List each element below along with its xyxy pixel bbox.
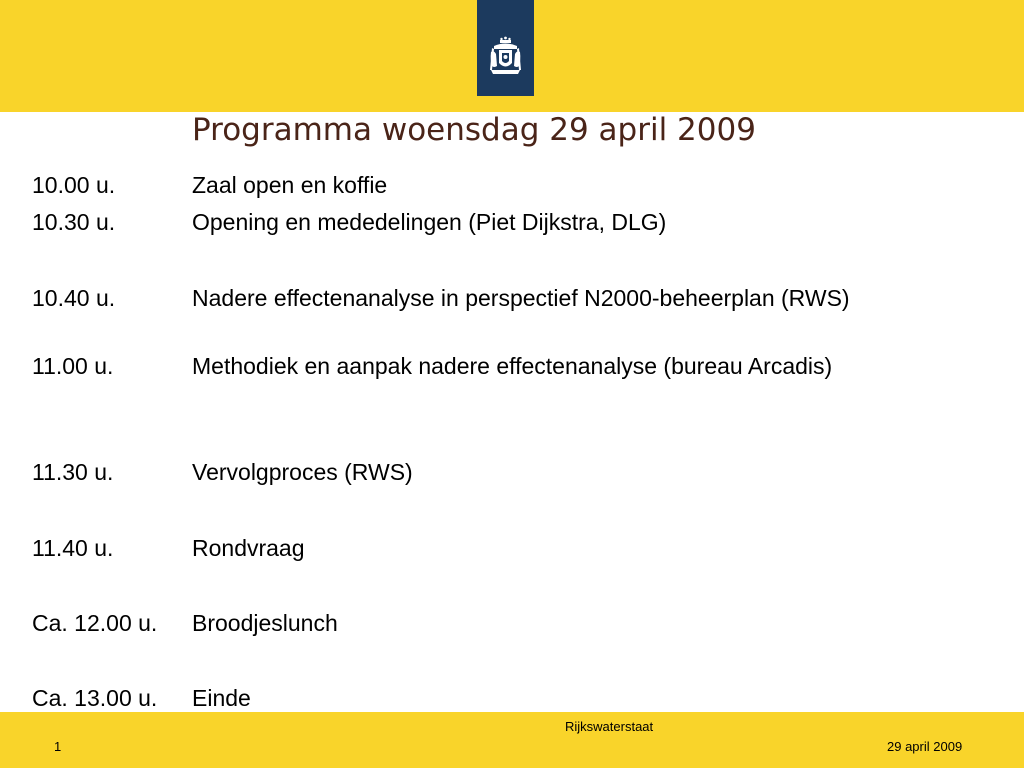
agenda-time: 10.30 u. [32,209,116,235]
slide-title: Programma woensdag 29 april 2009 [192,112,756,148]
agenda-time: 11.00 u. [32,353,114,379]
agenda-description: Vervolgproces (RWS) [192,459,413,485]
agenda-description: Einde [192,685,251,711]
agenda-description: Zaal open en koffie [192,172,388,198]
agenda-time: 10.40 u. [32,285,116,311]
page-number: 1 [54,739,62,754]
agenda-time: 10.00 u. [32,172,116,198]
agenda-description: Opening en mededelingen (Piet Dijkstra, DLG) [192,209,667,235]
rijksoverheid-logo [477,0,534,96]
agenda-time: 11.40 u. [32,535,114,561]
dutch-coat-of-arms-icon [477,0,534,96]
agenda-time: Ca. 13.00 u. [32,685,158,711]
agenda-time: 11.30 u. [32,459,114,485]
footer-band [0,712,1024,768]
agenda-time: Ca. 12.00 u. [32,610,158,636]
agenda-description: Methodiek en aanpak nadere effectenanalyse (bureau Arcadis) [192,353,833,379]
agenda-description: Broodjeslunch [192,610,338,636]
footer-date: 29 april 2009 [887,739,963,754]
agenda-description: Rondvraag [192,535,305,561]
footer-organization: Rijkswaterstaat [565,719,654,734]
agenda-description: Nadere effectenanalyse in perspectief N2000-beheerplan (RWS) [192,285,850,311]
